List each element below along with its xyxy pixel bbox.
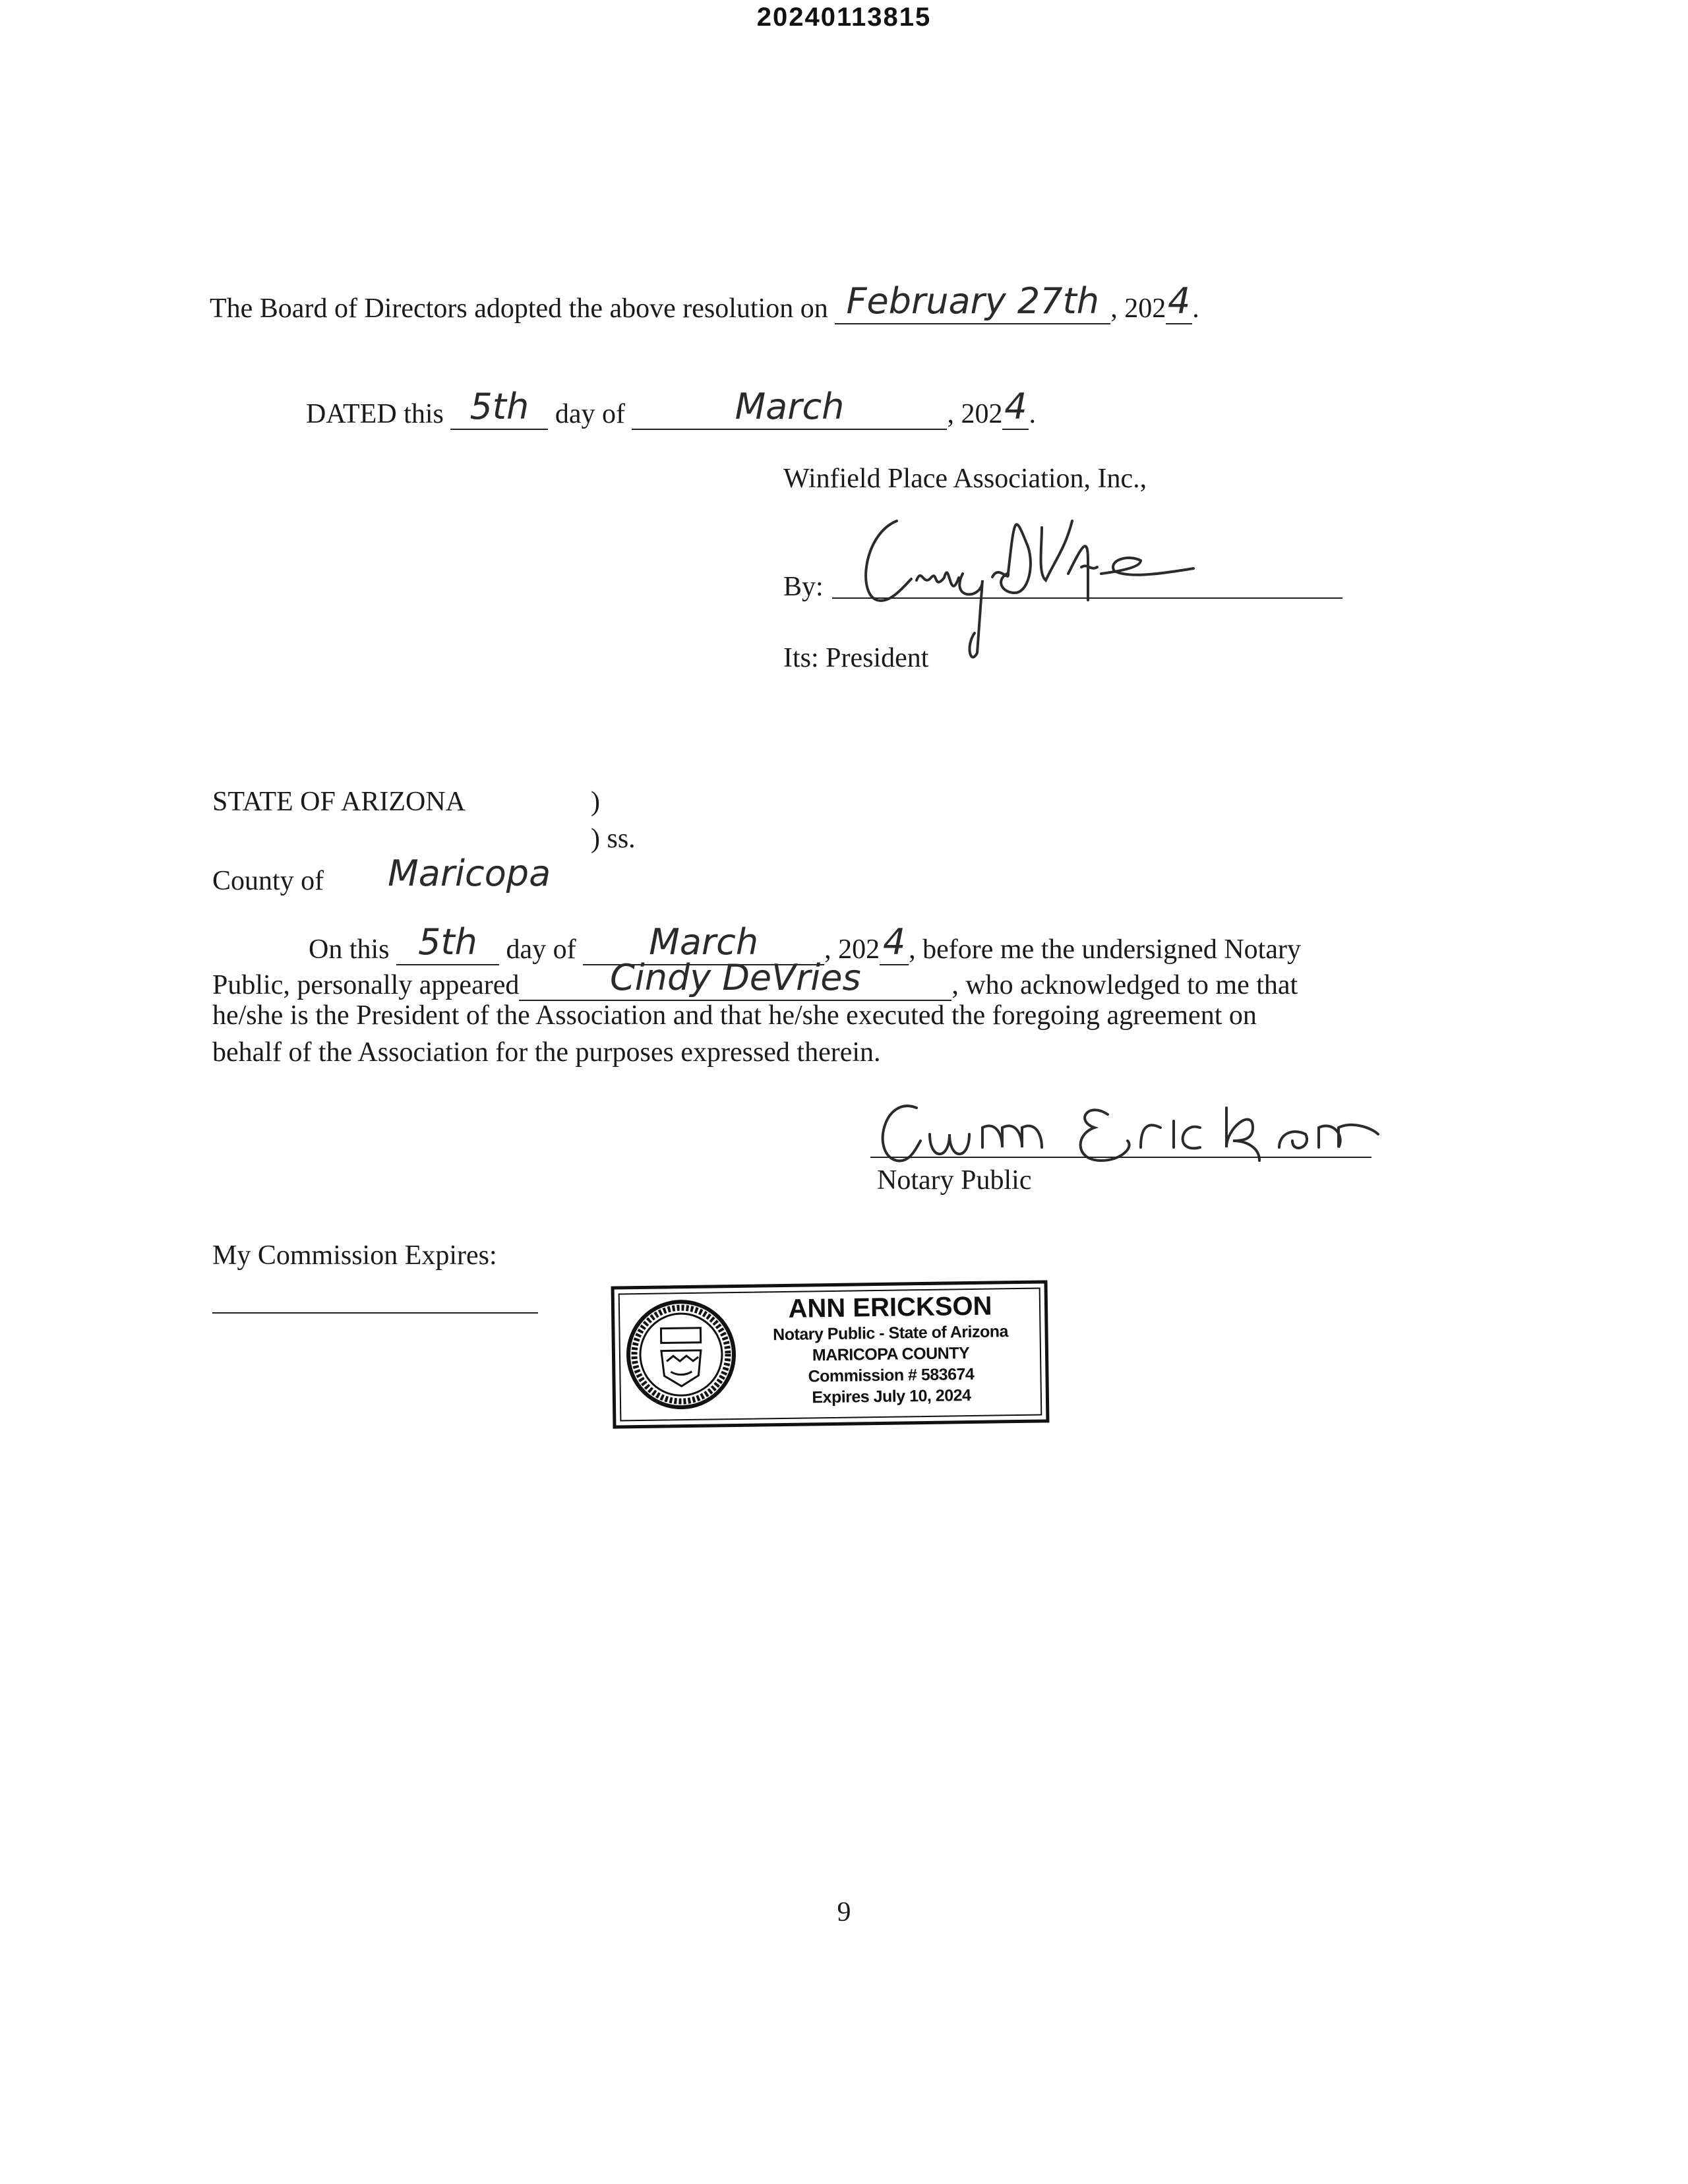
document-number: 20240113815 (756, 3, 932, 32)
resolution-date-handwritten: February 27th (846, 280, 1099, 322)
notary-stamp-text (745, 1290, 1037, 1409)
notary-day-handwritten: 5th (418, 921, 477, 963)
notary-year-field (880, 921, 909, 965)
paren-top: ) (591, 787, 600, 817)
stamp-line-2: Notary Public - State of Arizona (773, 1322, 1009, 1345)
dated-period: . (1029, 399, 1036, 429)
stamp-line-5: Expires July 10, 2024 (812, 1386, 971, 1407)
dated-line (306, 386, 1036, 430)
acknowledged-text: , who acknowledged to me that (951, 970, 1298, 1000)
county-field (331, 853, 608, 895)
appeared-line (212, 957, 1298, 1001)
resolution-period: . (1192, 293, 1199, 324)
dated-month-handwritten: March (735, 386, 845, 427)
page-number: 9 (837, 1897, 851, 1927)
president-signature-drawing (851, 501, 1233, 666)
county-line (212, 853, 608, 897)
resolution-line (210, 280, 1199, 324)
notary-before-me: , before me the undersigned Notary (909, 934, 1301, 965)
dated-day-of-label: day of (555, 399, 625, 429)
dated-year-prefix: , 202 (947, 399, 1003, 429)
notary-line-4: behalf of the Association for the purposes expressed therein. (212, 1037, 881, 1068)
stamp-name: ANN ERICKSON (788, 1291, 992, 1323)
commission-expires-line (212, 1312, 538, 1314)
on-this-label: On this (309, 934, 390, 965)
appeared-name-field (519, 957, 951, 1001)
notary-year-digit: 4 (882, 921, 906, 963)
paren-ss: ) ss. (591, 824, 636, 854)
notary-stamp (611, 1280, 1050, 1428)
stamp-line-4: Commission # 583674 (808, 1364, 975, 1386)
by-label: By: (783, 572, 824, 602)
county-label: County of (212, 866, 324, 896)
state-seal-icon (624, 1297, 738, 1412)
its-president-label: Its: President (783, 643, 929, 673)
notary-line-3: he/she is the President of the Association and that he/she executed the foregoing agreement on (212, 1000, 1257, 1031)
association-name: Winfield Place Association, Inc., (783, 464, 1147, 494)
notary-signature-stroke (883, 1106, 1378, 1161)
state-line: STATE OF ARIZONA (212, 787, 466, 817)
county-handwritten: Maricopa (388, 853, 551, 894)
public-appeared-label: Public, personally appeared (212, 970, 520, 1000)
dated-day-field (450, 386, 548, 430)
notary-signature-line (870, 1157, 1372, 1158)
notary-month-handwritten: March (649, 921, 759, 963)
president-signature-stroke (866, 521, 1193, 657)
dated-month-field (632, 386, 947, 430)
resolution-year-digit: 4 (1168, 280, 1191, 322)
resolution-text: The Board of Directors adopted the above resolution on (210, 293, 828, 324)
commission-label: My Commission Expires: (212, 1240, 497, 1271)
notary-day-of-label: day of (506, 934, 576, 965)
notary-year-prefix: , 202 (824, 934, 880, 965)
stamp-line-3: MARICOPA COUNTY (812, 1344, 970, 1365)
resolution-year-field (1166, 280, 1192, 324)
resolution-date-field (835, 280, 1110, 324)
dated-label: DATED this (306, 399, 444, 429)
notary-public-label: Notary Public (877, 1165, 1032, 1196)
dated-year-field (1002, 386, 1029, 430)
notary-day-field (396, 921, 499, 965)
resolution-year-prefix: , 202 (1110, 293, 1166, 324)
appeared-name-handwritten: Cindy DeVries (610, 957, 861, 998)
dated-day-handwritten: 5th (469, 386, 529, 427)
dated-year-digit: 4 (1004, 386, 1027, 427)
